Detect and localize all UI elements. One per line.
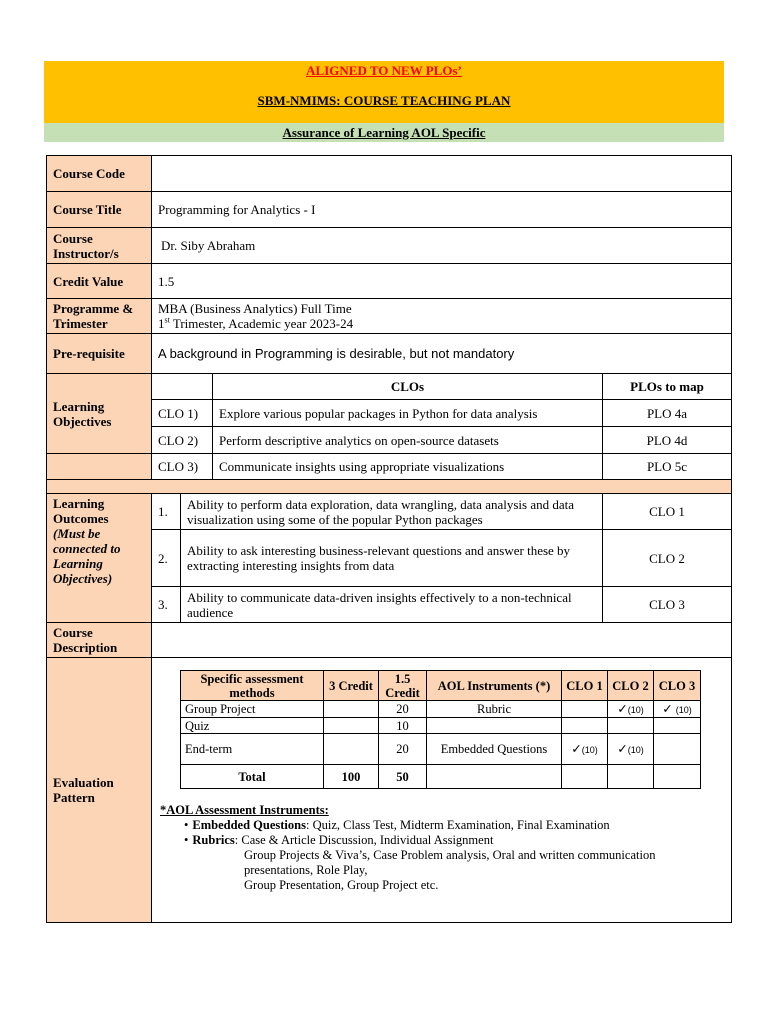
learning-outcomes-title: Learning Outcomes bbox=[53, 496, 109, 526]
rubrics-sub-line: Group Projects & Viva’s, Case Problem analysis, Oral and written communication presentations, Role Play, bbox=[244, 848, 656, 877]
objectives-spacer bbox=[47, 454, 152, 480]
clo-plo: PLO 4d bbox=[603, 427, 732, 454]
clo-header-blank bbox=[152, 374, 213, 400]
assessment-clo2 bbox=[608, 701, 654, 718]
outcome-clo: CLO 1 bbox=[603, 494, 732, 530]
credit-label: Credit Value bbox=[47, 264, 152, 299]
programme-name: MBA (Business Analytics) Full Time bbox=[158, 301, 352, 316]
assessment-clo1 bbox=[562, 734, 608, 765]
aol-note-embedded bbox=[184, 818, 725, 833]
clos-header: CLOs bbox=[213, 374, 603, 400]
row-programme bbox=[47, 299, 732, 334]
outcomes-note: (Must be connected to Learning Objectives) bbox=[53, 526, 121, 586]
evaluation-content bbox=[152, 658, 732, 923]
aol-instruments-notes bbox=[160, 803, 725, 893]
total-1-5-credit: 50 bbox=[379, 765, 427, 789]
trimester-rest: Trimester, Academic year 2023-24 bbox=[169, 316, 354, 331]
evaluation-label: Evaluation Pattern bbox=[47, 658, 152, 923]
clo-weight: (10) bbox=[581, 744, 598, 755]
outcome-num: 2. bbox=[152, 530, 181, 587]
aol-note-rubrics bbox=[184, 833, 725, 848]
header-methods: Specific assessment methods bbox=[181, 671, 324, 701]
assessment-method: Quiz bbox=[181, 718, 324, 734]
outcome-text: Ability to perform data exploration, data wrangling, data analysis and data visualization using some of the popular Python packages bbox=[181, 494, 603, 530]
total-blank bbox=[654, 765, 701, 789]
assessment-clo3 bbox=[654, 701, 701, 718]
assessment-total-row bbox=[181, 765, 701, 789]
assessment-method: Group Project bbox=[181, 701, 324, 718]
outcome-text: Ability to communicate data-driven insights effectively to a non-technical audience bbox=[181, 587, 603, 623]
aol-heading: Assurance of Learning AOL Specific bbox=[282, 125, 486, 140]
assessment-clo2 bbox=[608, 718, 654, 734]
total-label: Total bbox=[181, 765, 324, 789]
check-icon: ✓ bbox=[571, 741, 582, 756]
clo-text: Explore various popular packages in Python for data analysis bbox=[213, 400, 603, 427]
assessment-method: End-term bbox=[181, 734, 324, 765]
separator-row bbox=[47, 480, 732, 494]
assessment-clo1 bbox=[562, 701, 608, 718]
row-description bbox=[47, 623, 732, 658]
total-3-credit: 100 bbox=[324, 765, 379, 789]
assessment-table bbox=[180, 670, 701, 789]
check-icon: ✓ bbox=[617, 741, 628, 756]
total-blank bbox=[562, 765, 608, 789]
clo-id: CLO 1) bbox=[152, 400, 213, 427]
assessment-aol: Embedded Questions bbox=[427, 734, 562, 765]
check-icon: ✓ bbox=[662, 701, 673, 716]
outcome-num: 3. bbox=[152, 587, 181, 623]
row-course-title bbox=[47, 192, 732, 228]
clo-header-row bbox=[47, 374, 732, 400]
trimester-num: 1 bbox=[158, 316, 165, 331]
aligned-plos-heading: ALIGNED TO NEW PLOs’ bbox=[306, 63, 462, 78]
assessment-1-5-credit: 10 bbox=[379, 718, 427, 734]
embedded-text: : Quiz, Class Test, Midterm Examination, Final Examination bbox=[305, 818, 610, 832]
row-credit bbox=[47, 264, 732, 299]
total-blank bbox=[427, 765, 562, 789]
clo-row bbox=[47, 454, 732, 480]
credit-value: 1.5 bbox=[152, 264, 732, 299]
assessment-aol bbox=[427, 718, 562, 734]
clo-plo: PLO 5c bbox=[603, 454, 732, 480]
clo-id: CLO 2) bbox=[152, 427, 213, 454]
assessment-clo3 bbox=[654, 734, 701, 765]
check-icon: ✓ bbox=[617, 701, 628, 716]
programme-value bbox=[152, 299, 732, 334]
assessment-clo2 bbox=[608, 734, 654, 765]
trimester-info bbox=[158, 316, 725, 331]
outcome-num: 1. bbox=[152, 494, 181, 530]
aol-notes-list bbox=[160, 818, 725, 848]
header-aol-instruments: AOL Instruments (*) bbox=[427, 671, 562, 701]
row-instructor bbox=[47, 228, 732, 264]
clo-weight: (10) bbox=[627, 744, 644, 755]
separator-band bbox=[47, 480, 732, 494]
assessment-row bbox=[181, 701, 701, 718]
prereq-value: A background in Programming is desirable, but not mandatory bbox=[152, 334, 732, 374]
assessment-1-5-credit: 20 bbox=[379, 734, 427, 765]
learning-outcomes-label bbox=[47, 494, 152, 623]
row-evaluation bbox=[47, 658, 732, 923]
plos-header: PLOs to map bbox=[603, 374, 732, 400]
header-clo-3: CLO 3 bbox=[654, 671, 701, 701]
header-3-credit: 3 Credit bbox=[324, 671, 379, 701]
course-title-label: Course Title bbox=[47, 192, 152, 228]
instructor-label: Course Instructor/s bbox=[47, 228, 152, 264]
learning-objectives-label: Learning Objectives bbox=[47, 374, 152, 454]
trimester-sup: st bbox=[164, 315, 170, 325]
course-code-label: Course Code bbox=[47, 156, 152, 192]
outcome-clo: CLO 3 bbox=[603, 587, 732, 623]
aol-band bbox=[44, 123, 724, 142]
header-band bbox=[44, 61, 724, 123]
course-plan-title: SBM-NMIMS: COURSE TEACHING PLAN bbox=[257, 93, 511, 108]
row-course-code bbox=[47, 156, 732, 192]
prereq-label: Pre-requisite bbox=[47, 334, 152, 374]
clo-text: Perform descriptive analytics on open-source datasets bbox=[213, 427, 603, 454]
course-code-value bbox=[152, 156, 732, 192]
clo-id: CLO 3) bbox=[152, 454, 213, 480]
clo-text: Communicate insights using appropriate visualizations bbox=[213, 454, 603, 480]
clo-weight: (10) bbox=[675, 704, 692, 715]
header-clo-2: CLO 2 bbox=[608, 671, 654, 701]
assessment-aol: Rubric bbox=[427, 701, 562, 718]
course-title-value: Programming for Analytics - I bbox=[152, 192, 732, 228]
assessment-3-credit bbox=[324, 718, 379, 734]
rubrics-label: Rubrics bbox=[192, 833, 235, 847]
row-prereq bbox=[47, 334, 732, 374]
assessment-clo3 bbox=[654, 718, 701, 734]
rubrics-text: : Case & Article Discussion, Individual Assignment bbox=[234, 833, 494, 847]
embedded-label: Embedded Questions bbox=[192, 818, 306, 832]
total-blank bbox=[608, 765, 654, 789]
assessment-1-5-credit: 20 bbox=[379, 701, 427, 718]
assessment-clo1 bbox=[562, 718, 608, 734]
programme-label: Programme & Trimester bbox=[47, 299, 152, 334]
assessment-row bbox=[181, 734, 701, 765]
outcome-clo: CLO 2 bbox=[603, 530, 732, 587]
instructor-value: Dr. Siby Abraham bbox=[152, 228, 732, 264]
outcome-text: Ability to ask interesting business-relevant questions and answer these by extracting interesting insights from data bbox=[181, 530, 603, 587]
course-description-label: Course Description bbox=[47, 623, 152, 658]
aol-notes-title: *AOL Assessment Instruments: bbox=[160, 803, 329, 817]
rubrics-sub-line: Group Presentation, Group Project etc. bbox=[244, 878, 439, 892]
course-plan-table bbox=[46, 155, 732, 923]
clo-plo: PLO 4a bbox=[603, 400, 732, 427]
assessment-row bbox=[181, 718, 701, 734]
header-clo-1: CLO 1 bbox=[562, 671, 608, 701]
outcome-row bbox=[47, 494, 732, 530]
assessment-header-row bbox=[181, 671, 701, 701]
clo-weight: (10) bbox=[627, 704, 644, 715]
course-description-value bbox=[152, 623, 732, 658]
assessment-3-credit bbox=[324, 734, 379, 765]
header-1-5-credit: 1.5 Credit bbox=[379, 671, 427, 701]
assessment-3-credit bbox=[324, 701, 379, 718]
